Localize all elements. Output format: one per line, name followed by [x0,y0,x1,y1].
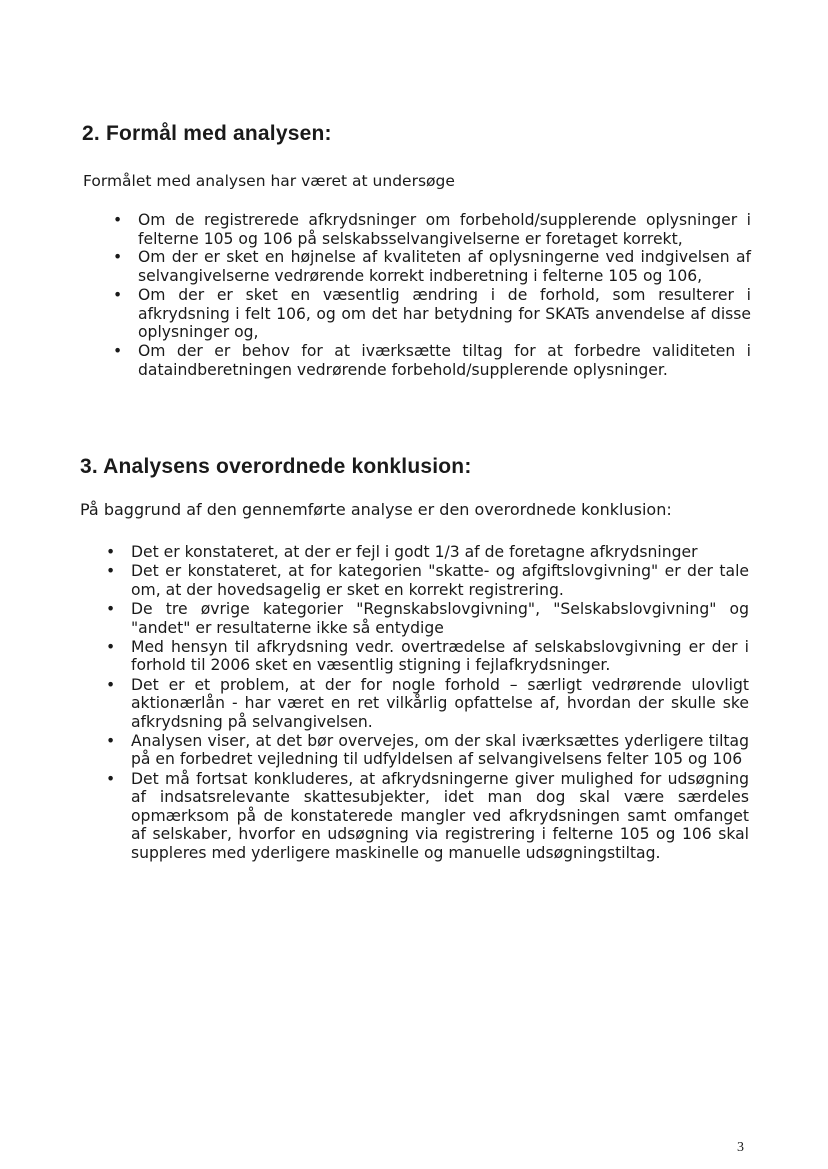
section-3-heading: 3. Analysens overordnede konklusion: [80,455,472,478]
section-2-heading: 2. Formål med analysen: [82,122,332,145]
list-item: • De tre øvrige kategorier "Regnskabslovgivning", "Selskabslovgivning" og "andet" er resultaterne ikke så entydige [131,600,749,637]
list-item: • Om der er sket en væsentlig ændring i de forhold, som resulterer i afkrydsning i felt 106, og om det har betydning for SKATs anvendelse af disse oplysninger og, [138,286,751,342]
list-item: • Det er konstateret, at for kategorien "skatte- og afgiftslovgivning" er der tale om, at der hovedsagelig er sket en korrekt registrering. [131,562,749,599]
list-item: • Om de registrerede afkrydsninger om forbehold/supplerende oplysninger i felterne 105 og 106 på selskabsselvangivelserne er foretaget korrekt, [138,211,751,248]
list-item: • Det må fortsat konkluderes, at afkrydsningerne giver mulighed for udsøgning af indsatsrelevante skattesubjekter, idet man dog skal være særdeles opmærksom på de konstaterede mangler ved afkrydsningen samt omfanget af selskaber, hvorfor en udsøgning via registrering i felterne 105 og 106 skal suppleres med yderligere maskinelle og manuelle udsøgningstiltag. [131,770,749,862]
list-item: • Det er et problem, at der for nogle forhold – særligt vedrørende ulovligt aktionærlån - har været en ret vilkårlig opfattelse af, hvordan der skulle ske afkrydsning på selvangivelsen. [131,676,749,731]
list-item: • Om der er behov for at iværksætte tiltag for at forbedre validiteten i dataindberetningen vedrørende forbehold/supplerende oplysninger. [138,342,751,379]
list-item: • Det er konstateret, at der er fejl i godt 1/3 af de foretagne afkrydsninger [131,543,749,561]
section-3-intro: På baggrund af den gennemførte analyse er den overordnede konklusion: [80,500,672,519]
section-2-intro: Formålet med analysen har været at undersøge [83,172,455,190]
list-item: • Med hensyn til afkrydsning vedr. overtrædelse af selskabslovgivning er der i forhold til 2006 sket en væsentlig stigning i fejlafkrydsninger. [131,638,749,675]
page-number: 3 [737,1140,744,1155]
list-item: • Om der er sket en højnelse af kvaliteten af oplysningerne ved indgivelsen af selvangivelserne vedrørende korrekt indberetning i felterne 105 og 106, [138,248,751,285]
list-item: • Analysen viser, at det bør overvejes, om der skal iværksættes yderligere tiltag på en forbedret vejledning til udfyldelsen af selvangivelsens felter 105 og 106 [131,732,749,769]
section-2-bullet-list [138,211,751,379]
section-3-bullet-list [131,543,749,863]
